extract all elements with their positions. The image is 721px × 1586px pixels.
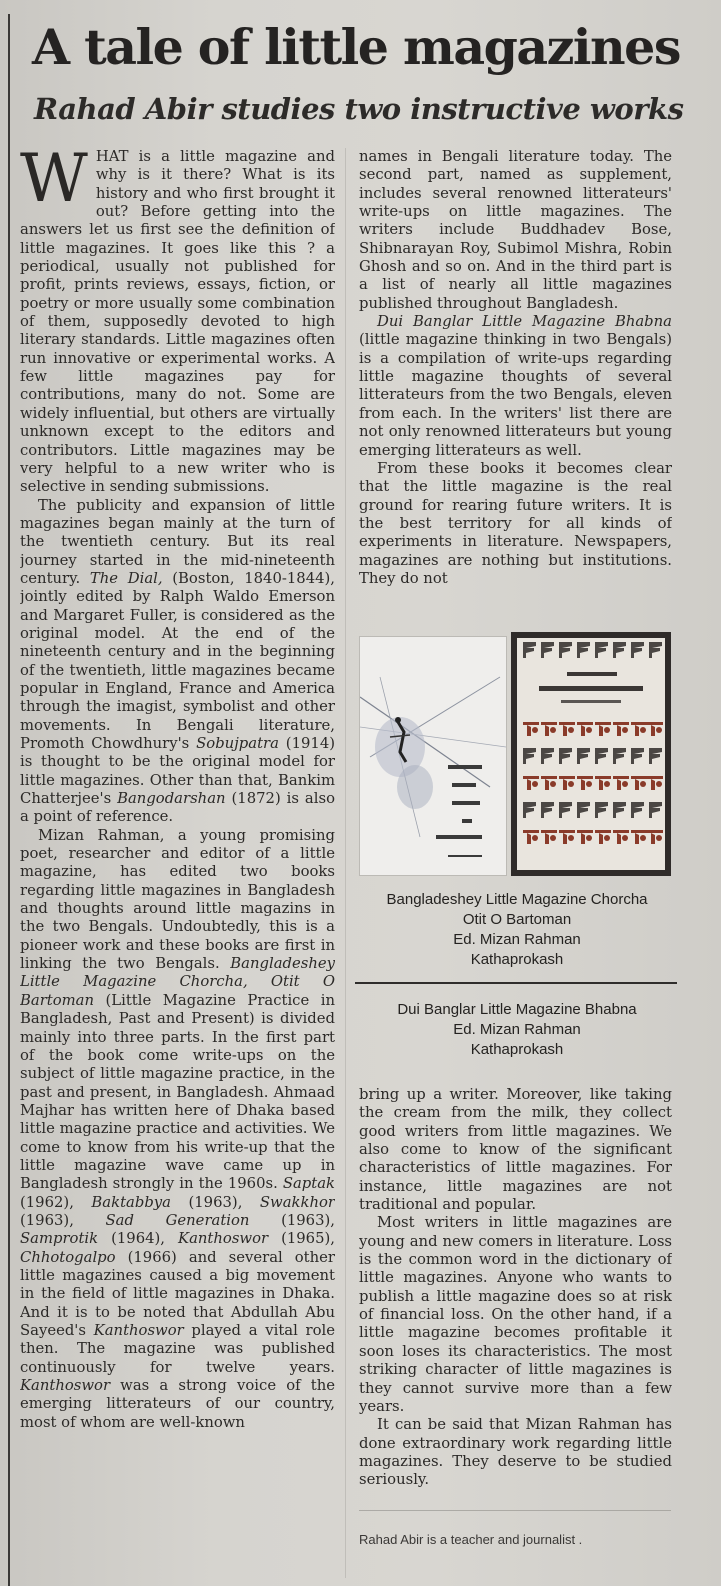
text-run: Mizan Rahman, a young promising poet, researcher and editor of a little magazine, has edited two books regarding little magazines in Bangladesh and thoughts around little magazins in the two Bengals. Undoubtedly, this is a pioneer work and these books are first in linking the two Bengals. (20, 826, 335, 973)
paragraph-young-writers: Most writers in little magazines are young and new comers in literature. Loss is the common word in the dictionary of little magazines. Anyone who wants to publish a little magazine does so at risk of financial loss. On the other hand, if a little magazine becomes profitable it soon loses its characteristics. The most striking character of little magazines is they cannot survive more than a few years. (359, 1214, 672, 1415)
title-book-two: Dui Banglar Little Magazine Bhabna (377, 313, 672, 331)
caption-line: Kathaprokash (470, 951, 564, 968)
book-cover-bangladeshey (359, 636, 507, 876)
title-kanthoswor: Kanthoswor (93, 1322, 184, 1339)
text-run: (1964), (98, 1230, 179, 1248)
caption-line: Kathaprokash (470, 1041, 564, 1058)
column-gutter (345, 148, 346, 1578)
drop-cap: W (20, 148, 88, 217)
paragraph-book-two (359, 313, 672, 460)
lead-text: is a little magazine and why is it there? What is its history and who first brought it out? Before getting into the answers let us first see the definition of little magazines. It goes like this ? a periodical, usually not published for profit, prints reviews, essays, fiction, or poetry or more usually some combination of them, supposedly devoted to high literary standards. Little magazines often run innovative or experimental works. A few little magazines pay for contributions, many do not. Some are widely influential, but others are virtually unknown except to the editors and contributors. Little magazines may be very helpful to a new writer who is selective in sending submissions. (20, 148, 335, 496)
caption-line: Ed. Mizan Rahman (453, 931, 581, 948)
title-kanthoswor: Kanthoswor (178, 1230, 269, 1248)
title-the-dial: The Dial, (89, 569, 163, 587)
title-samprotik: Samprotik (20, 1230, 99, 1248)
text-run: The publicity and expansion of little magazines began mainly at the turn of the twentieth century. But its real journey started in the mid-nineteenth century. (20, 496, 335, 587)
lead-paragraph (20, 148, 335, 497)
caption-book-two (352, 1000, 682, 1060)
title-saptak: Saptak (282, 1175, 335, 1193)
paragraph-mizan (20, 827, 335, 1432)
title-bangodarshan: Bangodarshan (117, 790, 226, 808)
headline: A tale of little magazines (32, 18, 680, 76)
article-column-3 (359, 1086, 672, 1506)
caption-book-one (352, 890, 682, 970)
text-run: (Little Magazine Practice in Bangladesh, Past and Present) is divided mainly into three parts. In the first part of the book come write-ups on the subject of little magazine practice, in the past and present, in Bangladesh. Ahmaad Majhar has written here of Dhaka based little magazine practice and activities. We come to know from his write-up that the little magazine wave came up in Bangladesh strongly in the 1960s. (20, 991, 335, 1193)
footer-rule (359, 1510, 671, 1511)
title-baktabbya: Baktabbya (91, 1193, 171, 1211)
article-column-1 (20, 148, 335, 1578)
paragraph-bring-up: bring up a writer. Moreover, like taking the cream from the milk, they collect good writers from little magazines. We also come to know of the significant characteristics of little magazines. For instance, little magazines are not traditional and popular. (359, 1086, 672, 1214)
left-margin-rule (8, 14, 10, 1586)
text-run: played a vital role then. The magazine was published continuously for twelve years. (20, 1322, 335, 1376)
lead-smallcaps: HAT (95, 148, 129, 165)
text-run: (1963), (20, 1211, 106, 1229)
text-run: was a strong voice of the emerging litterateurs of our country, most of whom are well-known (20, 1377, 335, 1431)
caption-line: Dui Banglar Little Magazine Bhabna (397, 1001, 637, 1018)
title-kanthoswor: Kanthoswor (20, 1377, 111, 1395)
paragraph-conclusion: It can be said that Mizan Rahman has done extraordinary work regarding little magazines. They deserve to be studied seriously. (359, 1416, 672, 1489)
title-swakkhor: Swakkhor (259, 1193, 335, 1211)
text-run: (Boston, 1840-1844), jointly edited by Ralph Waldo Emerson and Margaret Fuller, is considered as the original model. At the end of the nineteenth century and in the beginning of the twentieth, little magazines became popular in England, France and America through the imagist, symbolist and other movements. In Bengali literature, Promoth Chowdhury's (20, 569, 335, 752)
paragraph-ground: From these books it becomes clear that the little magazine is the real ground for rearing future writers. It is the best territory for all kinds of experiments in literature. Newspapers, magazines are nothing but institutions. They do not (359, 459, 672, 587)
caption-line: Otit O Bartoman (462, 911, 572, 928)
title-chhotogalpo: Chhotogalpo (20, 1248, 116, 1266)
caption-divider (355, 982, 677, 984)
title-sad-generation: Sad Generation (105, 1211, 250, 1229)
cover-illustration (360, 637, 506, 875)
text-run: (little magazine thinking in two Bengals) is a compilation of write-ups regarding little magazine thoughts of several litterateurs from the two Bengals, eleven from each. In the writers' list there are not only renowned litterateurs but young emerging litterateurs as well. (359, 331, 672, 459)
text-run: (1963), (249, 1211, 335, 1229)
caption-line: Ed. Mizan Rahman (453, 1021, 581, 1038)
cover-pattern (517, 638, 665, 870)
author-byline: Rahad Abir is a teacher and journalist . (359, 1532, 583, 1547)
cover-inner (517, 638, 665, 870)
title-sobujpatra: Sobujpatra (196, 735, 279, 752)
text-run: (1962), (20, 1193, 92, 1211)
text-run: (1872) is also a point of reference. (20, 790, 335, 826)
paragraph-second-part: names in Bengali literature today. The second part, named as supplement, includes several renowned litterateurs' write-ups on little magazines. The writers include Buddhadev Bose, Shibnarayan Roy, Subimol Mishra, Robin Ghosh and so on. And in the third part is a list of nearly all little magazines published throughout Bangladesh. (359, 148, 672, 312)
subheadline: Rahad Abir studies two instructive works (34, 92, 684, 126)
text-run: (1965), (268, 1230, 335, 1248)
paragraph-history (20, 497, 335, 827)
article-column-2 (359, 148, 672, 623)
title-book-one: Bangladeshey Little Magazine Chorcha, Otit O Bartoman (20, 955, 335, 1009)
caption-line: Bangladeshey Little Magazine Chorcha (386, 891, 648, 908)
text-run: (1966) and several other little magazines caused a big movement in the field of little magazines in Dhaka. And it is to be noted that Abdullah Abu Sayeed's (20, 1248, 335, 1339)
book-cover-dui-banglar (511, 632, 671, 876)
text-run: (1914) is thought to be the original model for little magazines. Other than that, Bankim Chatterjee's (20, 735, 335, 808)
text-run: (1963), (170, 1193, 260, 1211)
